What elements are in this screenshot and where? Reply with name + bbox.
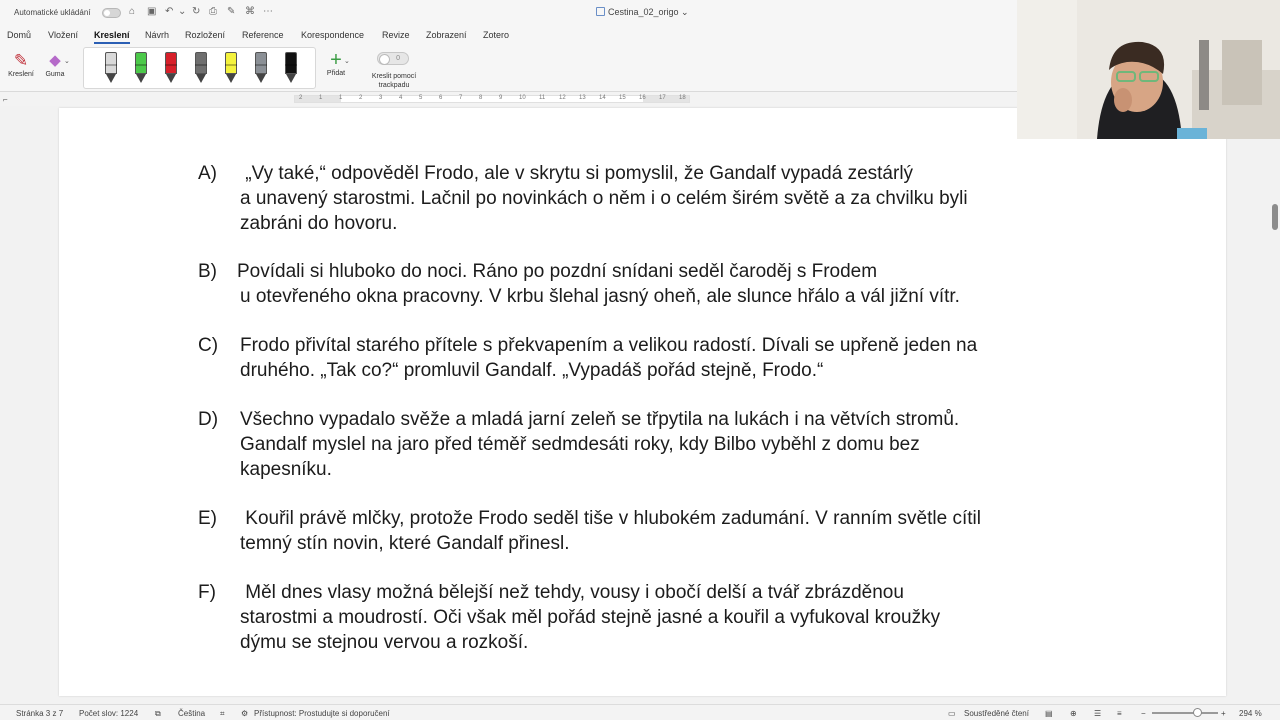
zoom-slider[interactable] — [1152, 712, 1218, 714]
zoom-out-icon[interactable]: − — [1141, 709, 1146, 718]
ruler-number: 8 — [479, 95, 483, 101]
tab-stop-icon[interactable]: ⌐ — [3, 95, 8, 104]
tab-zobrazeni[interactable]: Zobrazení — [426, 30, 467, 40]
ruler-number: 5 — [419, 95, 423, 101]
list-item-letter: A) — [198, 163, 217, 184]
highlighter-yellow-icon[interactable] — [224, 52, 238, 84]
autosave-toggle[interactable] — [102, 8, 121, 18]
webcam-overlay — [1017, 0, 1280, 139]
paragraph-line: Všechno vypadalo svěže a mladá jarní zeleň se třpytila na lukách i na větvích stromů. — [240, 409, 960, 430]
paragraph-line: Frodo přivítal starého přítele s překvapením a velikou radostí. Dívali se upřeně jeden na — [240, 335, 978, 356]
undo-dropdown-icon[interactable]: ⌄ — [178, 6, 187, 17]
ruler-number: 1 — [319, 95, 323, 101]
draft-view-icon[interactable]: ≡ — [1117, 709, 1122, 718]
tab-navrh[interactable]: Návrh — [145, 30, 170, 40]
focus-mode[interactable]: Soustředěné čtení — [964, 709, 1029, 718]
zoom-slider-knob[interactable] — [1193, 708, 1202, 717]
ruler-number: 15 — [619, 95, 626, 101]
pen-red-icon[interactable] — [164, 52, 178, 84]
document-title[interactable] — [596, 7, 689, 18]
draw-label: Kreslení — [8, 71, 34, 78]
save-icon[interactable]: ▣ — [147, 6, 157, 17]
focus-icon[interactable]: ▭ — [948, 709, 956, 718]
eraser-icon: ◆ — [49, 52, 61, 69]
tab-reference[interactable]: Reference — [242, 30, 284, 40]
accessibility-status[interactable]: Přístupnost: Prostudujte si doporučení — [254, 709, 390, 718]
eraser-dropdown-icon[interactable]: ⌄ — [64, 58, 70, 65]
draw-pen-icon: ✎ — [13, 51, 29, 70]
zoom-level[interactable]: 294 % — [1239, 709, 1262, 718]
ruler-number: 1 — [339, 95, 343, 101]
tab-korespondence[interactable]: Korespondence — [301, 30, 365, 40]
document-workspace — [0, 106, 1280, 704]
ruler-number: 14 — [599, 95, 606, 101]
paragraph-line: dýmu se stejnou vervou a rozkoší. — [240, 632, 529, 653]
paragraph-line: „Vy také,“ odpověděl Frodo, ale v skrytu si pomyslil, že Gandalf vypadá zestárlý — [240, 163, 914, 184]
ruler-number: 16 — [639, 95, 646, 101]
home-icon[interactable]: ⌂ — [129, 6, 136, 17]
paragraph-line: a unavený starostmi. Lačnil po novinkách o něm i o celém širém světě a za chvilku byli — [240, 188, 968, 209]
paragraph-line: druhého. „Tak co?“ promluvil Gandalf. „Vypadáš pořád stejně, Frodo.“ — [240, 360, 824, 381]
tab-domu[interactable]: Domů — [7, 30, 32, 40]
ruler-number: 9 — [499, 95, 503, 101]
tab-vlozeni[interactable]: Vložení — [48, 30, 79, 40]
tab-rozlozeni[interactable]: Rozložení — [185, 30, 226, 40]
ruler-number: 2 — [359, 95, 363, 101]
undo-icon[interactable]: ↶ — [165, 6, 174, 17]
paragraph-line: Povídali si hluboko do noci. Ráno po pozdní snídani seděl čaroděj s Frodem — [237, 261, 878, 282]
ruler-number: 4 — [399, 95, 403, 101]
pen-black-icon[interactable] — [284, 52, 298, 84]
trackpad-label: Kreslit pomocí trackpadu — [371, 73, 417, 89]
page-indicator[interactable]: Stránka 3 z 7 — [16, 709, 64, 718]
print-icon[interactable]: ⎙ — [209, 6, 217, 17]
autosave-label: Automatické ukládání — [14, 8, 91, 17]
pen-icon[interactable]: ✎ — [227, 6, 236, 17]
ruler-number: 11 — [539, 95, 546, 101]
paragraph-line: zabráni do hovoru. — [240, 213, 398, 234]
tab-revize[interactable]: Revize — [382, 30, 410, 40]
pen-green-icon[interactable] — [134, 52, 148, 84]
eraser-label: Guma — [45, 71, 65, 78]
pen-dark-gray-icon[interactable] — [194, 52, 208, 84]
list-item-letter: B) — [198, 261, 217, 282]
more-icon[interactable]: ⋯ — [263, 6, 273, 17]
ruler-number: 6 — [439, 95, 443, 101]
ruler-number: 17 — [659, 95, 666, 101]
paragraph-line: Kouřil právě mlčky, protože Frodo seděl tiše v hlubokém zadumání. V ranním světle cítil — [240, 508, 981, 529]
word-count[interactable]: Počet slov: 1224 — [79, 709, 139, 718]
outline-view-icon[interactable]: ☰ — [1094, 709, 1102, 718]
paragraph-line: Měl dnes vlasy možná bělejší než tehdy, vousy i obočí delší a tvář zbrázděnou — [240, 582, 904, 603]
accessibility-icon[interactable]: ⚙ — [241, 709, 249, 718]
zoom-in-icon[interactable]: + — [1221, 709, 1226, 718]
draw-button[interactable] — [6, 50, 36, 78]
paragraph-line: kapesníku. — [240, 459, 332, 480]
trackpad-toggle[interactable]: 0 — [377, 52, 409, 65]
ruler-number: 13 — [579, 95, 586, 101]
paragraph-line: temný stín novin, které Gandalf přinesl. — [240, 533, 570, 554]
ruler-number: 2 — [299, 95, 303, 101]
ruler-number: 12 — [559, 95, 566, 101]
list-item-letter: E) — [198, 508, 217, 529]
pen-gray-icon[interactable] — [104, 52, 118, 84]
tab-zotero[interactable]: Zotero — [483, 30, 510, 40]
paragraph-line: u otevřeného okna pracovny. V krbu šlehal jasný oheň, ale slunce hřálo a vál jižní vítr. — [240, 286, 960, 307]
document-page[interactable] — [59, 108, 1226, 696]
ruler-number: 7 — [459, 95, 463, 101]
status-bar — [0, 704, 1280, 720]
ruler-number: 10 — [519, 95, 526, 101]
document-title-text: Cestina_02_origo ⌄ — [608, 7, 689, 17]
web-layout-icon[interactable]: ⊕ — [1070, 709, 1077, 718]
list-item-letter: C) — [198, 335, 219, 356]
add-label: Přidat — [326, 70, 346, 77]
print-layout-icon[interactable]: ▤ — [1045, 709, 1053, 718]
format-icon[interactable]: ⌘ — [245, 6, 255, 17]
list-item-letter: F) — [198, 582, 216, 603]
ruler-number: 3 — [379, 95, 383, 101]
paragraph-line: starostmi a moudrostí. Oči však měl pořád stejně jasné a kouřil a vyfukoval kroužky — [240, 607, 941, 628]
tab-kresleni[interactable]: Kreslení — [94, 30, 130, 40]
ruler-number: 18 — [679, 95, 686, 101]
proofing-icon[interactable]: ⧉ — [155, 709, 161, 718]
list-item-letter: D) — [198, 409, 219, 430]
horizontal-ruler[interactable] — [294, 95, 690, 103]
redo-icon[interactable]: ↻ — [192, 6, 201, 17]
pen-slate-icon[interactable] — [254, 52, 268, 84]
text-predictions-icon[interactable]: ⌗ — [220, 709, 225, 718]
add-dropdown-icon[interactable]: ⌄ — [344, 58, 350, 65]
language-indicator[interactable]: Čeština — [178, 709, 206, 718]
document-icon — [596, 7, 605, 16]
plus-icon: + — [330, 49, 342, 71]
vertical-scrollbar[interactable] — [1272, 204, 1278, 230]
paragraph-line: Gandalf myslel na jaro před téměř sedmdesáti roky, kdy Bilbo vyběhl z domu bez — [240, 434, 920, 455]
pen-gallery — [83, 47, 316, 89]
